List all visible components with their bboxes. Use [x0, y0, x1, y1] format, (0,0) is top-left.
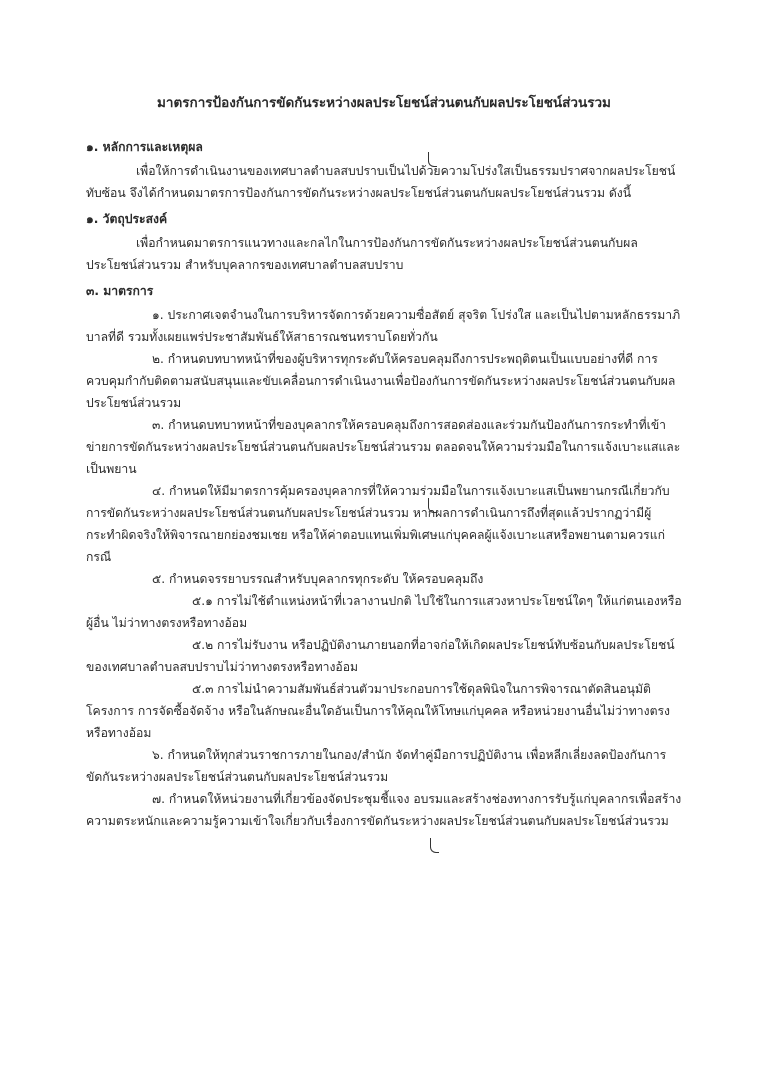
section-objectives — [86, 208, 682, 276]
measure-item: ๖. กำหนดให้ทุกส่วนราชการภายในกอง/สำนัก จัดทำคู่มือการปฏิบัติงาน เพื่อหลีกเลี่ยงลดป้องกันการขัดกันระหว่างผลประโยชน์ส่วนตนกับผลประโยชน์ส่วนรวม — [86, 748, 667, 784]
section-principles — [86, 136, 682, 204]
document-title: มาตรการป้องกันการขัดกันระหว่างผลประโยชน์ส่วนตนกับผลประโยชน์ส่วนรวม — [157, 95, 611, 111]
section-heading: ๑. วัตถุประสงค์ — [86, 212, 168, 226]
section-heading: ๓. มาตรการ — [86, 284, 154, 298]
handwritten-check-mark — [430, 838, 439, 853]
measure-item: ๒. กำหนดบทบาทหน้าที่ของผู้บริหารทุกระดับให้ครอบคลุมถึงการประพฤติตนเป็นแบบอย่างที่ดี การควบคุมกำกับติดตามสนับสนุนและขับเคลื่อนการดำเนินงานเพื่อป้องกันการขัดกันระหว่างผลประโยชน์ส่วนตนกับผลประโยชน์ส่วนรวม — [86, 352, 676, 410]
section-measures — [86, 280, 682, 832]
measure-subitem: ๕.๓ การไม่นำความสัมพันธ์ส่วนตัวมาประกอบการใช้ดุลพินิจในการพิจารณาตัดสินอนุมัติโครงการ การจัดซื้อจัดจ้าง หรือในลักษณะอื่นใดอันเป็นการให้คุณให้โทษแก่บุคคล หรือหน่วยงานอื่นไม่ว่าทางตรงหรือทางอ้อม — [86, 682, 670, 740]
measure-subitem: ๕.๑ การไม่ใช้ตำแหน่งหน้าที่เวลางานปกติ ไปใช้ในการแสวงหาประโยชน์ใดๆ ให้แก่ตนเองหรือผู้อื่น ไม่ว่าทางตรงหรือทางอ้อม — [86, 594, 682, 630]
section-body: เพื่อให้การดำเนินงานของเทศบาลตำบลสบปราบเป็นไปด้วยความโปร่งใสเป็นธรรมปราศจากผลประโยชน์ทับซ้อน จึงได้กำหนดมาตรการป้องกันการขัดกันระหว่างผลประโยชน์ส่วนตนกับผลประโยชน์ส่วนรวม ดังนี้ — [86, 164, 676, 200]
handwritten-check-mark — [428, 152, 437, 167]
measure-item: ๔. กำหนดให้มีมาตรการคุ้มครองบุคลากรที่ให้ความร่วมมือในการแจ้งเบาะแสเป็นพยานกรณีเกี่ยวกับการขัดกันระหว่างผลประโยชน์ส่วนตนกับผลประโยชน์ส่วนรวม หากผลการดำเนินการถึงที่สุดแล้วปรากฏว่ามีผู้กระทำผิดจริงให้พิจารณายกย่องชมเชย หรือให้ค่าตอบแทนเพิ่มพิเศษแก่บุคคลผู้แจ้งเบาะแสหรือพยานตามควรแก่กรณี — [86, 484, 670, 564]
handwritten-check-mark — [428, 498, 437, 513]
section-heading: ๑. หลักการและเหตุผล — [86, 140, 203, 154]
measure-subitem: ๕.๒ การไม่รับงาน หรือปฏิบัติงานภายนอกที่อาจก่อให้เกิดผลประโยชน์ทับซ้อนกับผลประโยชน์ของเทศบาลตำบลสบปราบไม่ว่าทางตรงหรือทางอ้อม — [86, 638, 675, 674]
section-body: เพื่อกำหนดมาตรการแนวทางและกลไกในการป้องกันการขัดกันระหว่างผลประโยชน์ส่วนตนกับผลประโยชน์ส่วนรวม สำหรับบุคลากรของเทศบาลตำบลสบปราบ — [86, 236, 638, 272]
measure-item: ๕. กำหนดจรรยาบรรณสำหรับบุคลากรทุกระดับ ให้ครอบคลุมถึง — [152, 572, 484, 586]
measure-item: ๑. ประกาศเจตจำนงในการบริหารจัดการด้วยความซื่อสัตย์ สุจริต โปร่งใส และเป็นไปตามหลักธรรมาภิบาลที่ดี รวมทั้งเผยแพร่ประชาสัมพันธ์ให้สาธารณชนทราบโดยทั่วกัน — [86, 308, 681, 344]
measure-item: ๓. กำหนดบทบาทหน้าที่ของบุคลากรให้ครอบคลุมถึงการสอดส่องและร่วมกันป้องกันการกระทำที่เข้าข่ายการขัดกันระหว่างผลประโยชน์ส่วนตนกับผลประโยชน์ส่วนรวม ตลอดจนให้ความร่วมมือในการแจ้งเบาะแสและเป็นพยาน — [86, 418, 681, 476]
measure-item: ๗. กำหนดให้หน่วยงานที่เกี่ยวข้องจัดประชุมชี้แจง อบรมและสร้างช่องทางการรับรู้แก่บุคลากรเพื่อสร้างความตระหนักและความรู้ความเข้าใจเกี่ยวกับเรื่องการขัดกันระหว่างผลประโยชน์ส่วนตนกับผลประโยชน์ส่วนรวม — [86, 792, 682, 828]
